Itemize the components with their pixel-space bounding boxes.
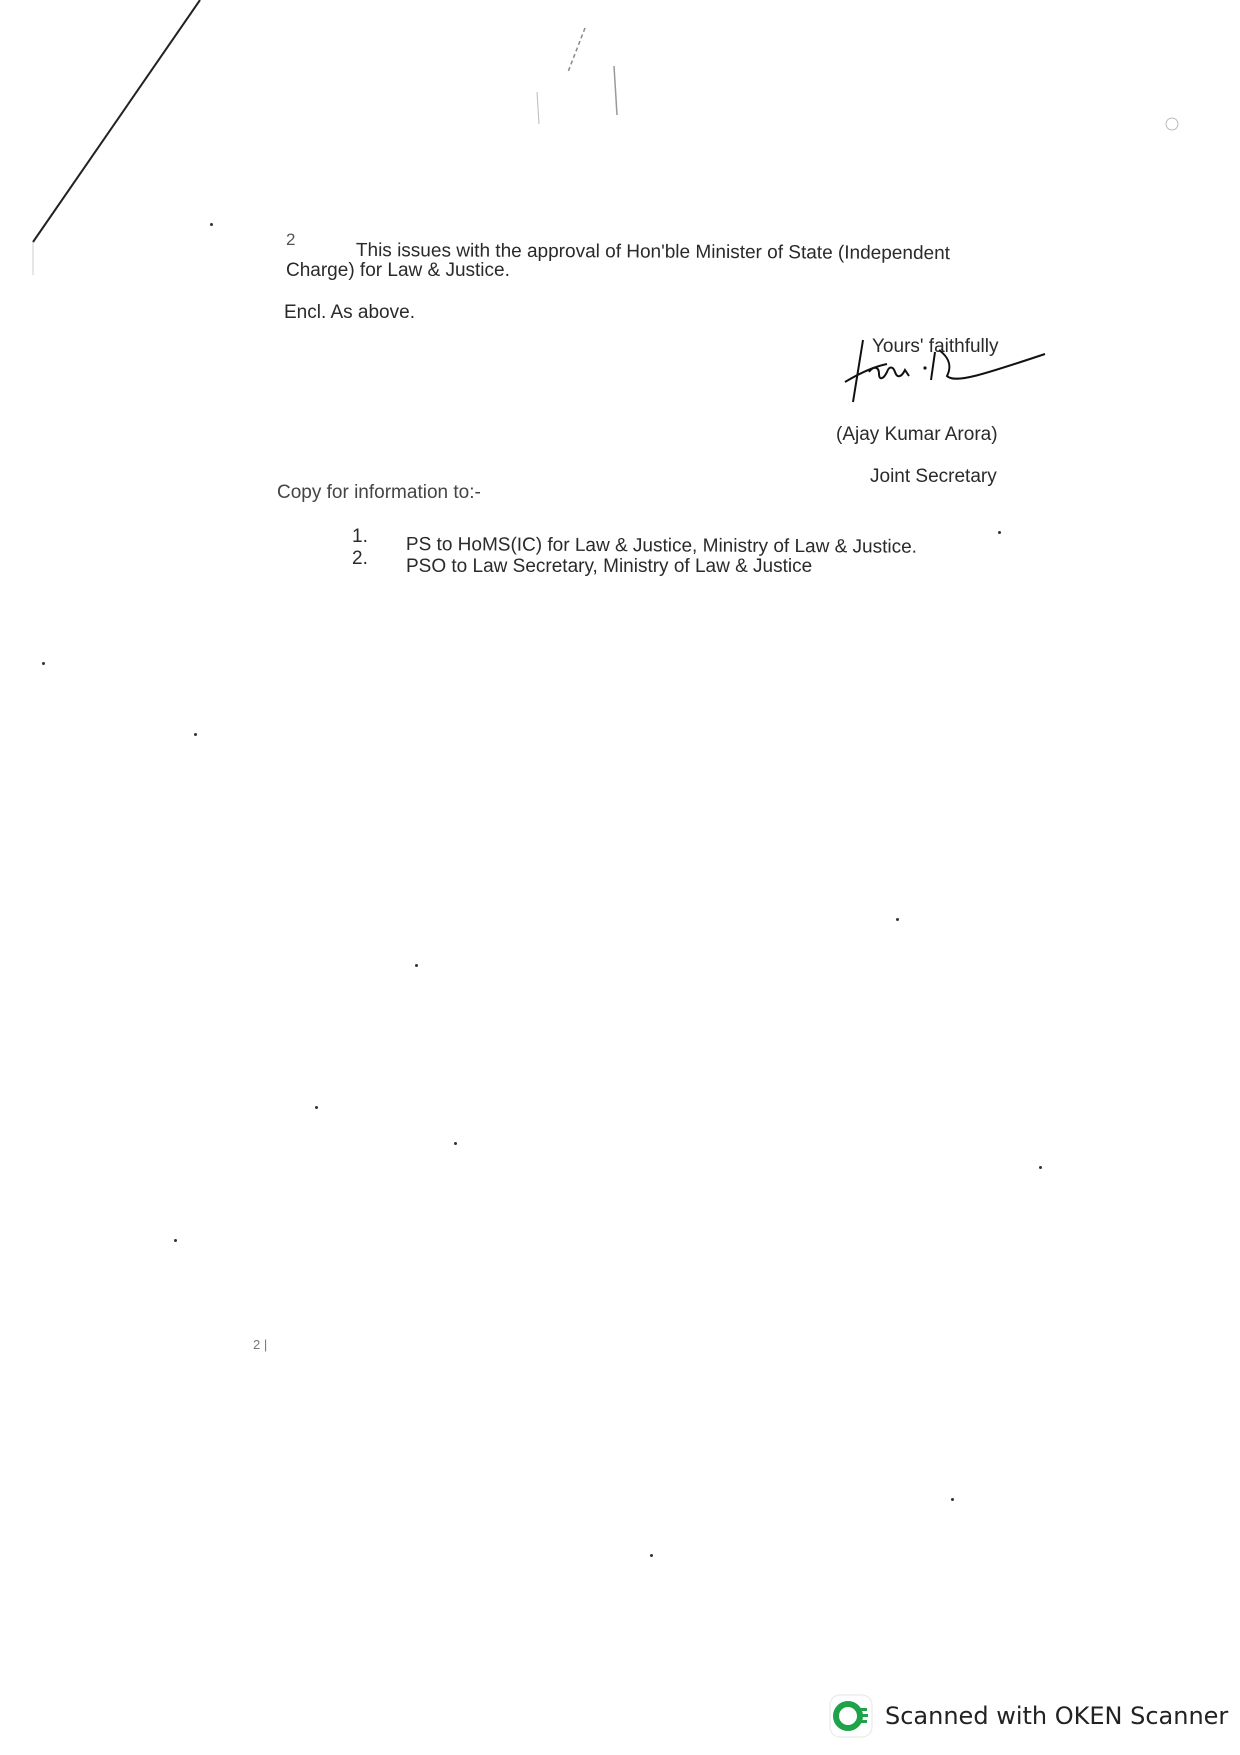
copy-list-number: 2. (352, 548, 368, 569)
paragraph-number: 2 (286, 230, 296, 249)
signer-name: (Ajay Kumar Arora) (836, 424, 998, 445)
signer-designation: Joint Secretary (870, 466, 997, 487)
paragraph-line-1: This issues with the approval of Hon'ble Minister of State (Independent (355, 240, 951, 265)
paragraph-line-2: Charge) for Law & Justice. (286, 260, 510, 281)
handwritten-signature (835, 330, 1055, 410)
closing-salutation: Yours' faithfully (872, 336, 999, 357)
enclosure-note: Encl. As above. (284, 302, 415, 323)
oken-scanner-logo-icon (829, 1694, 873, 1738)
scanner-watermark (829, 1694, 1228, 1738)
copy-to-heading: Copy for information to:- (277, 482, 481, 503)
copy-list-item: PS to HoMS(IC) for Law & Justice, Ministry of Law & Justice. (405, 534, 918, 558)
page-number: 2 | (253, 1337, 268, 1352)
watermark-label: Scanned with OKEN Scanner (885, 1702, 1229, 1730)
copy-list-item: PSO to Law Secretary, Ministry of Law & Justice (406, 556, 813, 577)
copy-list-number: 1. (352, 526, 368, 547)
